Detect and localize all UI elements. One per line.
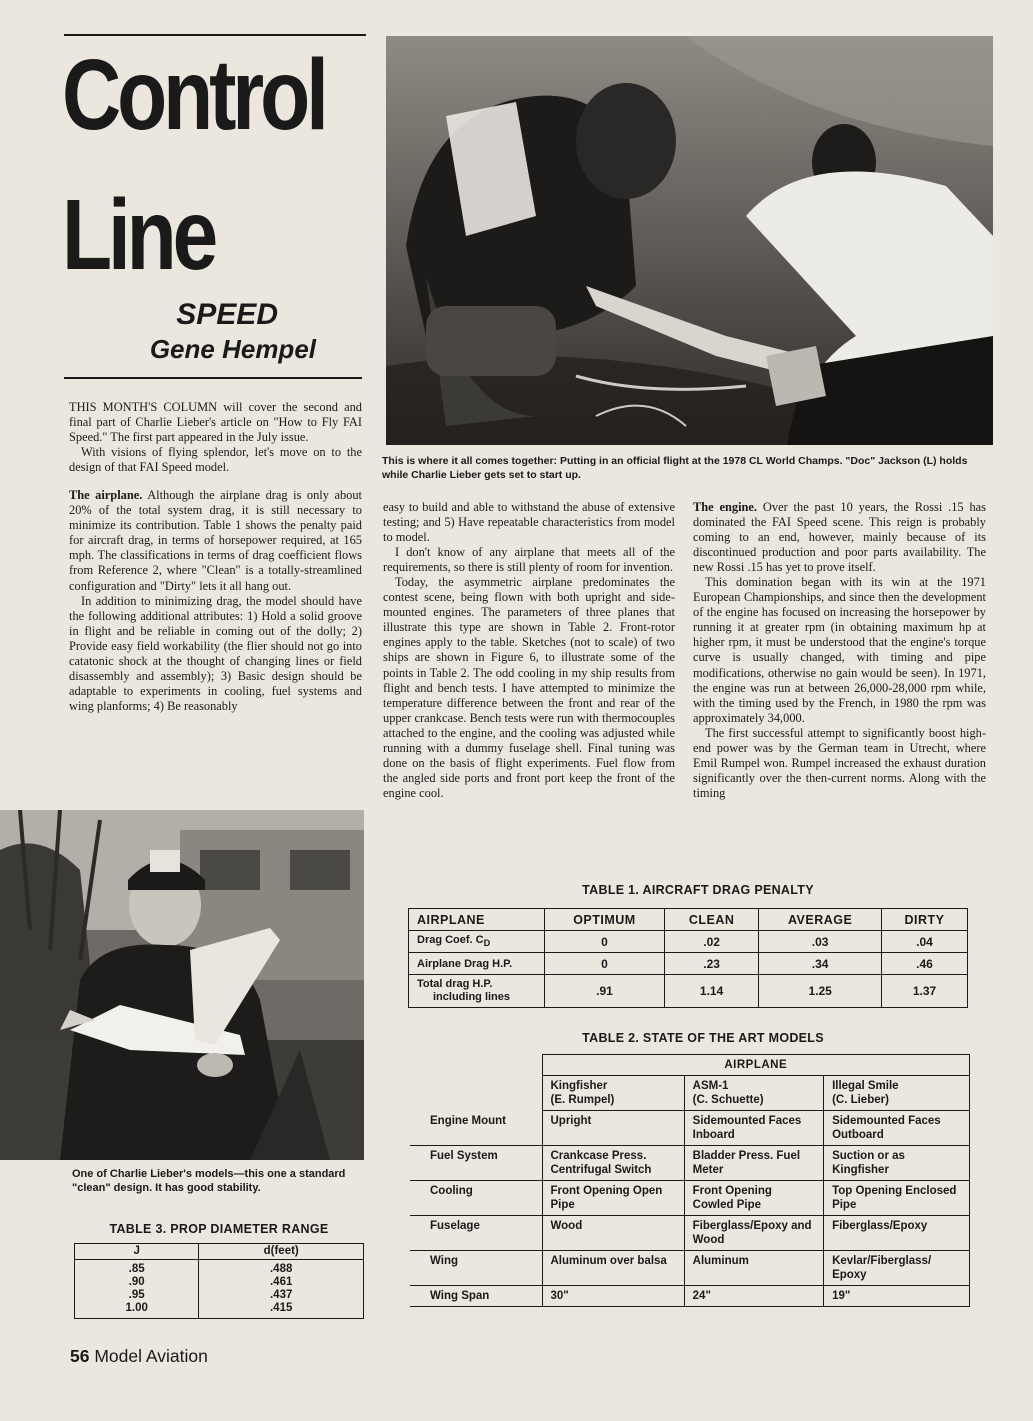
table2-cell: Front Opening Cowled Pipe bbox=[684, 1181, 823, 1216]
col3-para-3: The first successful attempt to significantly boost high-end power was by the German team in Utrecht, where Emil Rumpel won. Rumpel increased the exhaust duration significantly over the then-current norms. Along with the timing bbox=[693, 725, 986, 800]
table3-header-cell: J bbox=[75, 1244, 199, 1260]
table1-header-cell: AVERAGE bbox=[759, 909, 882, 931]
table1-cell: 0 bbox=[545, 931, 665, 953]
table2-cell: Front Opening Open Pipe bbox=[542, 1181, 684, 1216]
table1-row-label-text: Drag Coef. C bbox=[417, 934, 484, 947]
table2-cell: Crankcase Press. Centrifugal Switch bbox=[542, 1146, 684, 1181]
table-row bbox=[410, 1146, 970, 1181]
table2-model-row bbox=[410, 1076, 970, 1111]
table3-j-value: 1.00 bbox=[125, 1302, 148, 1314]
table1-cell: 1.37 bbox=[882, 975, 968, 1008]
table2-row-label: Fuselage bbox=[410, 1216, 542, 1251]
title-line-1: Control bbox=[62, 39, 325, 151]
table2-cell: Top Opening Enclosed Pipe bbox=[824, 1181, 970, 1216]
table1-cell: .34 bbox=[759, 953, 882, 975]
table1-drag-penalty bbox=[408, 908, 968, 1008]
table2-model-cell bbox=[542, 1076, 684, 1111]
article-column-1 bbox=[69, 400, 362, 800]
table1-cell: .02 bbox=[664, 931, 758, 953]
table2-cell: Suction or as Kingfisher bbox=[824, 1146, 970, 1181]
table1-row-label: Airplane Drag H.P. bbox=[409, 953, 545, 975]
table2-cell: Kevlar/Fiberglass/ Epoxy bbox=[824, 1251, 970, 1286]
table3-d-value: .437 bbox=[269, 1289, 293, 1301]
table2-model-builder: (C. Schuette) bbox=[692, 1094, 764, 1106]
article-column-2 bbox=[383, 500, 675, 870]
table2-cell: 19" bbox=[824, 1286, 970, 1307]
table2-model-name: Illegal Smile bbox=[832, 1080, 899, 1092]
table3-d-value: .461 bbox=[269, 1276, 293, 1288]
table1-row-label-subscript: D bbox=[483, 938, 491, 949]
table2-cell: Aluminum over balsa bbox=[542, 1251, 684, 1286]
table1-cell: 1.14 bbox=[664, 975, 758, 1008]
col1-para-1: THIS MONTH'S COLUMN will cover the second and final part of Charlie Lieber's article on "How to Fly FAI Speed." The first part appeared in the July issue. bbox=[69, 400, 362, 445]
table3-caption: TABLE 3. PROP DIAMETER RANGE bbox=[109, 1222, 329, 1236]
table-row bbox=[410, 1251, 970, 1286]
col2-para-1: easy to build and able to withstand the abuse of extensive testing; and 5) Have repeatable characteristics from model to model. bbox=[383, 500, 675, 545]
table2-row-label: Engine Mount bbox=[410, 1111, 542, 1146]
table2-model-name: ASM-1 bbox=[692, 1080, 729, 1092]
table3-j-value: .90 bbox=[128, 1276, 145, 1288]
header-bottom-rule bbox=[64, 377, 362, 379]
page-footer bbox=[70, 1346, 208, 1367]
article-column-3 bbox=[693, 500, 986, 870]
page-number: 56 bbox=[70, 1346, 90, 1366]
table2-model-cell bbox=[824, 1076, 970, 1111]
table1-header-row bbox=[409, 909, 968, 931]
table3-header-row bbox=[75, 1244, 364, 1260]
engine-heading: The engine. bbox=[693, 500, 758, 514]
table1-header-cell: DIRTY bbox=[882, 909, 968, 931]
table1-header-cell: AIRPLANE bbox=[409, 909, 545, 931]
table-row bbox=[410, 1216, 970, 1251]
col2-para-2: I don't know of any airplane that meets all of the requirements, so there is still plenty of room for invention. bbox=[383, 545, 675, 575]
table2-row-label: Fuel System bbox=[410, 1146, 542, 1181]
table2-cell: Wood bbox=[542, 1216, 684, 1251]
table1-header-cell: CLEAN bbox=[664, 909, 758, 931]
table1-row-label-line1: Total drag H.P. bbox=[417, 978, 493, 990]
table2-cell: Upright bbox=[542, 1111, 684, 1146]
top-photo-image bbox=[386, 36, 993, 445]
table1-row-label bbox=[409, 931, 545, 953]
col3-para-2: This domination began with its win at the 1971 European Championships, and since then the development of the engine has focused on increasing the horsepower by running it at greater rpm (in obtaining maximum hp at higher rpm, it must be understood that the engine's torque curve is usually changed, with timing and pipe modifications, otherwise no gain would be seen). In 1971, the engine was run at between 26,000-28,000 rpm while, with the timing used by the French, in 1980 the rpm was approximately 34,000. bbox=[693, 575, 986, 725]
table2-model-builder: (E. Rumpel) bbox=[550, 1094, 615, 1106]
magazine-name: Model Aviation bbox=[94, 1346, 208, 1366]
header-top-rule bbox=[64, 34, 366, 36]
top-photo-caption: This is where it all comes together: Putting in an official flight at the 1978 CL World Champs. "Doc" Jackson (L) holds while Charlie Lieber gets set to start up. bbox=[382, 455, 968, 481]
table-row bbox=[409, 953, 968, 975]
table3-j-values bbox=[75, 1260, 199, 1319]
author-byline: Gene Hempel bbox=[149, 334, 316, 364]
table-row bbox=[410, 1181, 970, 1216]
table2-model-builder: (C. Lieber) bbox=[832, 1094, 889, 1106]
table2-cell: Fiberglass/Epoxy and Wood bbox=[684, 1216, 823, 1251]
table1-header-cell: OPTIMUM bbox=[545, 909, 665, 931]
table-row bbox=[410, 1286, 970, 1307]
left-photo-caption: One of Charlie Lieber's models—this one a standard "clean" design. It has good stability. bbox=[72, 1168, 346, 1194]
airplane-heading: The airplane. bbox=[69, 488, 143, 503]
table2-blank-cell bbox=[410, 1076, 542, 1111]
table3-d-value: .415 bbox=[269, 1302, 293, 1314]
table3-j-value: .85 bbox=[128, 1263, 145, 1275]
table1-cell: .04 bbox=[882, 931, 968, 953]
table3-j-value: .95 bbox=[128, 1289, 145, 1301]
top-photo bbox=[386, 36, 993, 445]
table2-group-header: AIRPLANE bbox=[542, 1055, 970, 1076]
col1-para-4: In addition to minimizing drag, the model should have the following additional attributes: 1) Hold a solid groove in flight and be reliable in coming out of the dolly; 2) Provide easy field workability (the flier should not go into catatonic shock at the thought of changing lines or field disassembly and assembly); 3) Basic design should be adaptable to experiments in cooling, fuel systems and wing planforms; 4) Be reasonably bbox=[69, 593, 362, 713]
table2-model-cell bbox=[684, 1076, 823, 1111]
table3-d-values bbox=[199, 1260, 364, 1319]
table1-cell: 1.25 bbox=[759, 975, 882, 1008]
left-photo bbox=[0, 810, 364, 1160]
table2-caption: TABLE 2. STATE OF THE ART MODELS bbox=[582, 1031, 824, 1045]
table2-model-name: Kingfisher bbox=[550, 1080, 608, 1092]
table2-blank-cell bbox=[410, 1055, 542, 1076]
table2-state-of-art bbox=[410, 1054, 970, 1307]
table3-header-cell: d(feet) bbox=[199, 1244, 364, 1260]
table2-cell: Fiberglass/Epoxy bbox=[824, 1216, 970, 1251]
table2-cell: Aluminum bbox=[684, 1251, 823, 1286]
title-line-2: Line bbox=[62, 179, 215, 291]
table-row bbox=[410, 1111, 970, 1146]
table1-cell: 0 bbox=[545, 953, 665, 975]
table2-group-row bbox=[410, 1055, 970, 1076]
col1-para-3-text: Although the airplane drag is only about 20% of the total system drag, it is still necessary to minimize its contribution. Table 1 shows the penalty paid for aircraft drag, in terms of horsepower required, at 165 mph. The classifications in terms of drag coefficient flows from Reference 2, where "Clean" is a totally-streamlined configuration and "Dirty" lets it all hang out. bbox=[69, 488, 362, 593]
table-row bbox=[409, 975, 968, 1008]
table1-cell: .46 bbox=[882, 953, 968, 975]
table2-cell: Bladder Press. Fuel Meter bbox=[684, 1146, 823, 1181]
col3-para-1 bbox=[693, 500, 986, 575]
table2-cell: 24" bbox=[684, 1286, 823, 1307]
table-row bbox=[409, 931, 968, 953]
col3-para-1-text: Over the past 10 years, the Rossi .15 has dominated the FAI Speed scene. This reign is probably coming to an end, however, mainly because of its discontinued production and poor parts availability. The new Rossi .15 has yet to prove itself. bbox=[693, 500, 986, 575]
table1-cell: .23 bbox=[664, 953, 758, 975]
left-photo-image bbox=[0, 810, 364, 1160]
table2-row-label: Wing bbox=[410, 1251, 542, 1286]
table1-row-label-line2: including lines bbox=[433, 991, 511, 1003]
table3-d-value: .488 bbox=[269, 1263, 293, 1275]
col2-para-3: Today, the asymmetric airplane predominates the contest scene, being flown with both upright and side-mounted engines. The parameters of three planes that illustrate this type are shown in Table 2. Front-rotor engines apply to the table. Sketches (not to scale) of two ships are shown in Figure 6, to illustrate some of the points in Table 2. The odd cooling in my ship results from flight and bench tests. I have attempted to minimize the temperature difference between the front and rear of the upper crankcase. Bench tests were run with thermocouples attached to the engine, and the cooling was adjusted while running with a dummy fuselage shell. Final tuning was done on the basis of flight experiments. Fuel flow from the angled side ports and front port keep the front of the engine cool. bbox=[383, 575, 675, 800]
table1-caption: TABLE 1. AIRCRAFT DRAG PENALTY bbox=[582, 883, 814, 897]
table-row bbox=[75, 1260, 364, 1319]
table1-cell: .03 bbox=[759, 931, 882, 953]
col1-para-2: With visions of flying splendor, let's move on to the design of that FAI Speed model. bbox=[69, 445, 362, 475]
table3-prop-diameter bbox=[74, 1243, 364, 1319]
table2-cell: Sidemounted Faces Outboard bbox=[824, 1111, 970, 1146]
table2-cell: Sidemounted Faces Inboard bbox=[684, 1111, 823, 1146]
table2-row-label: Cooling bbox=[410, 1181, 542, 1216]
subtitle: SPEED bbox=[176, 298, 278, 331]
col1-para-3 bbox=[69, 488, 362, 593]
table1-cell: .91 bbox=[545, 975, 665, 1008]
table2-cell: 30" bbox=[542, 1286, 684, 1307]
table1-row-label bbox=[409, 975, 545, 1008]
table2-row-label: Wing Span bbox=[410, 1286, 542, 1307]
